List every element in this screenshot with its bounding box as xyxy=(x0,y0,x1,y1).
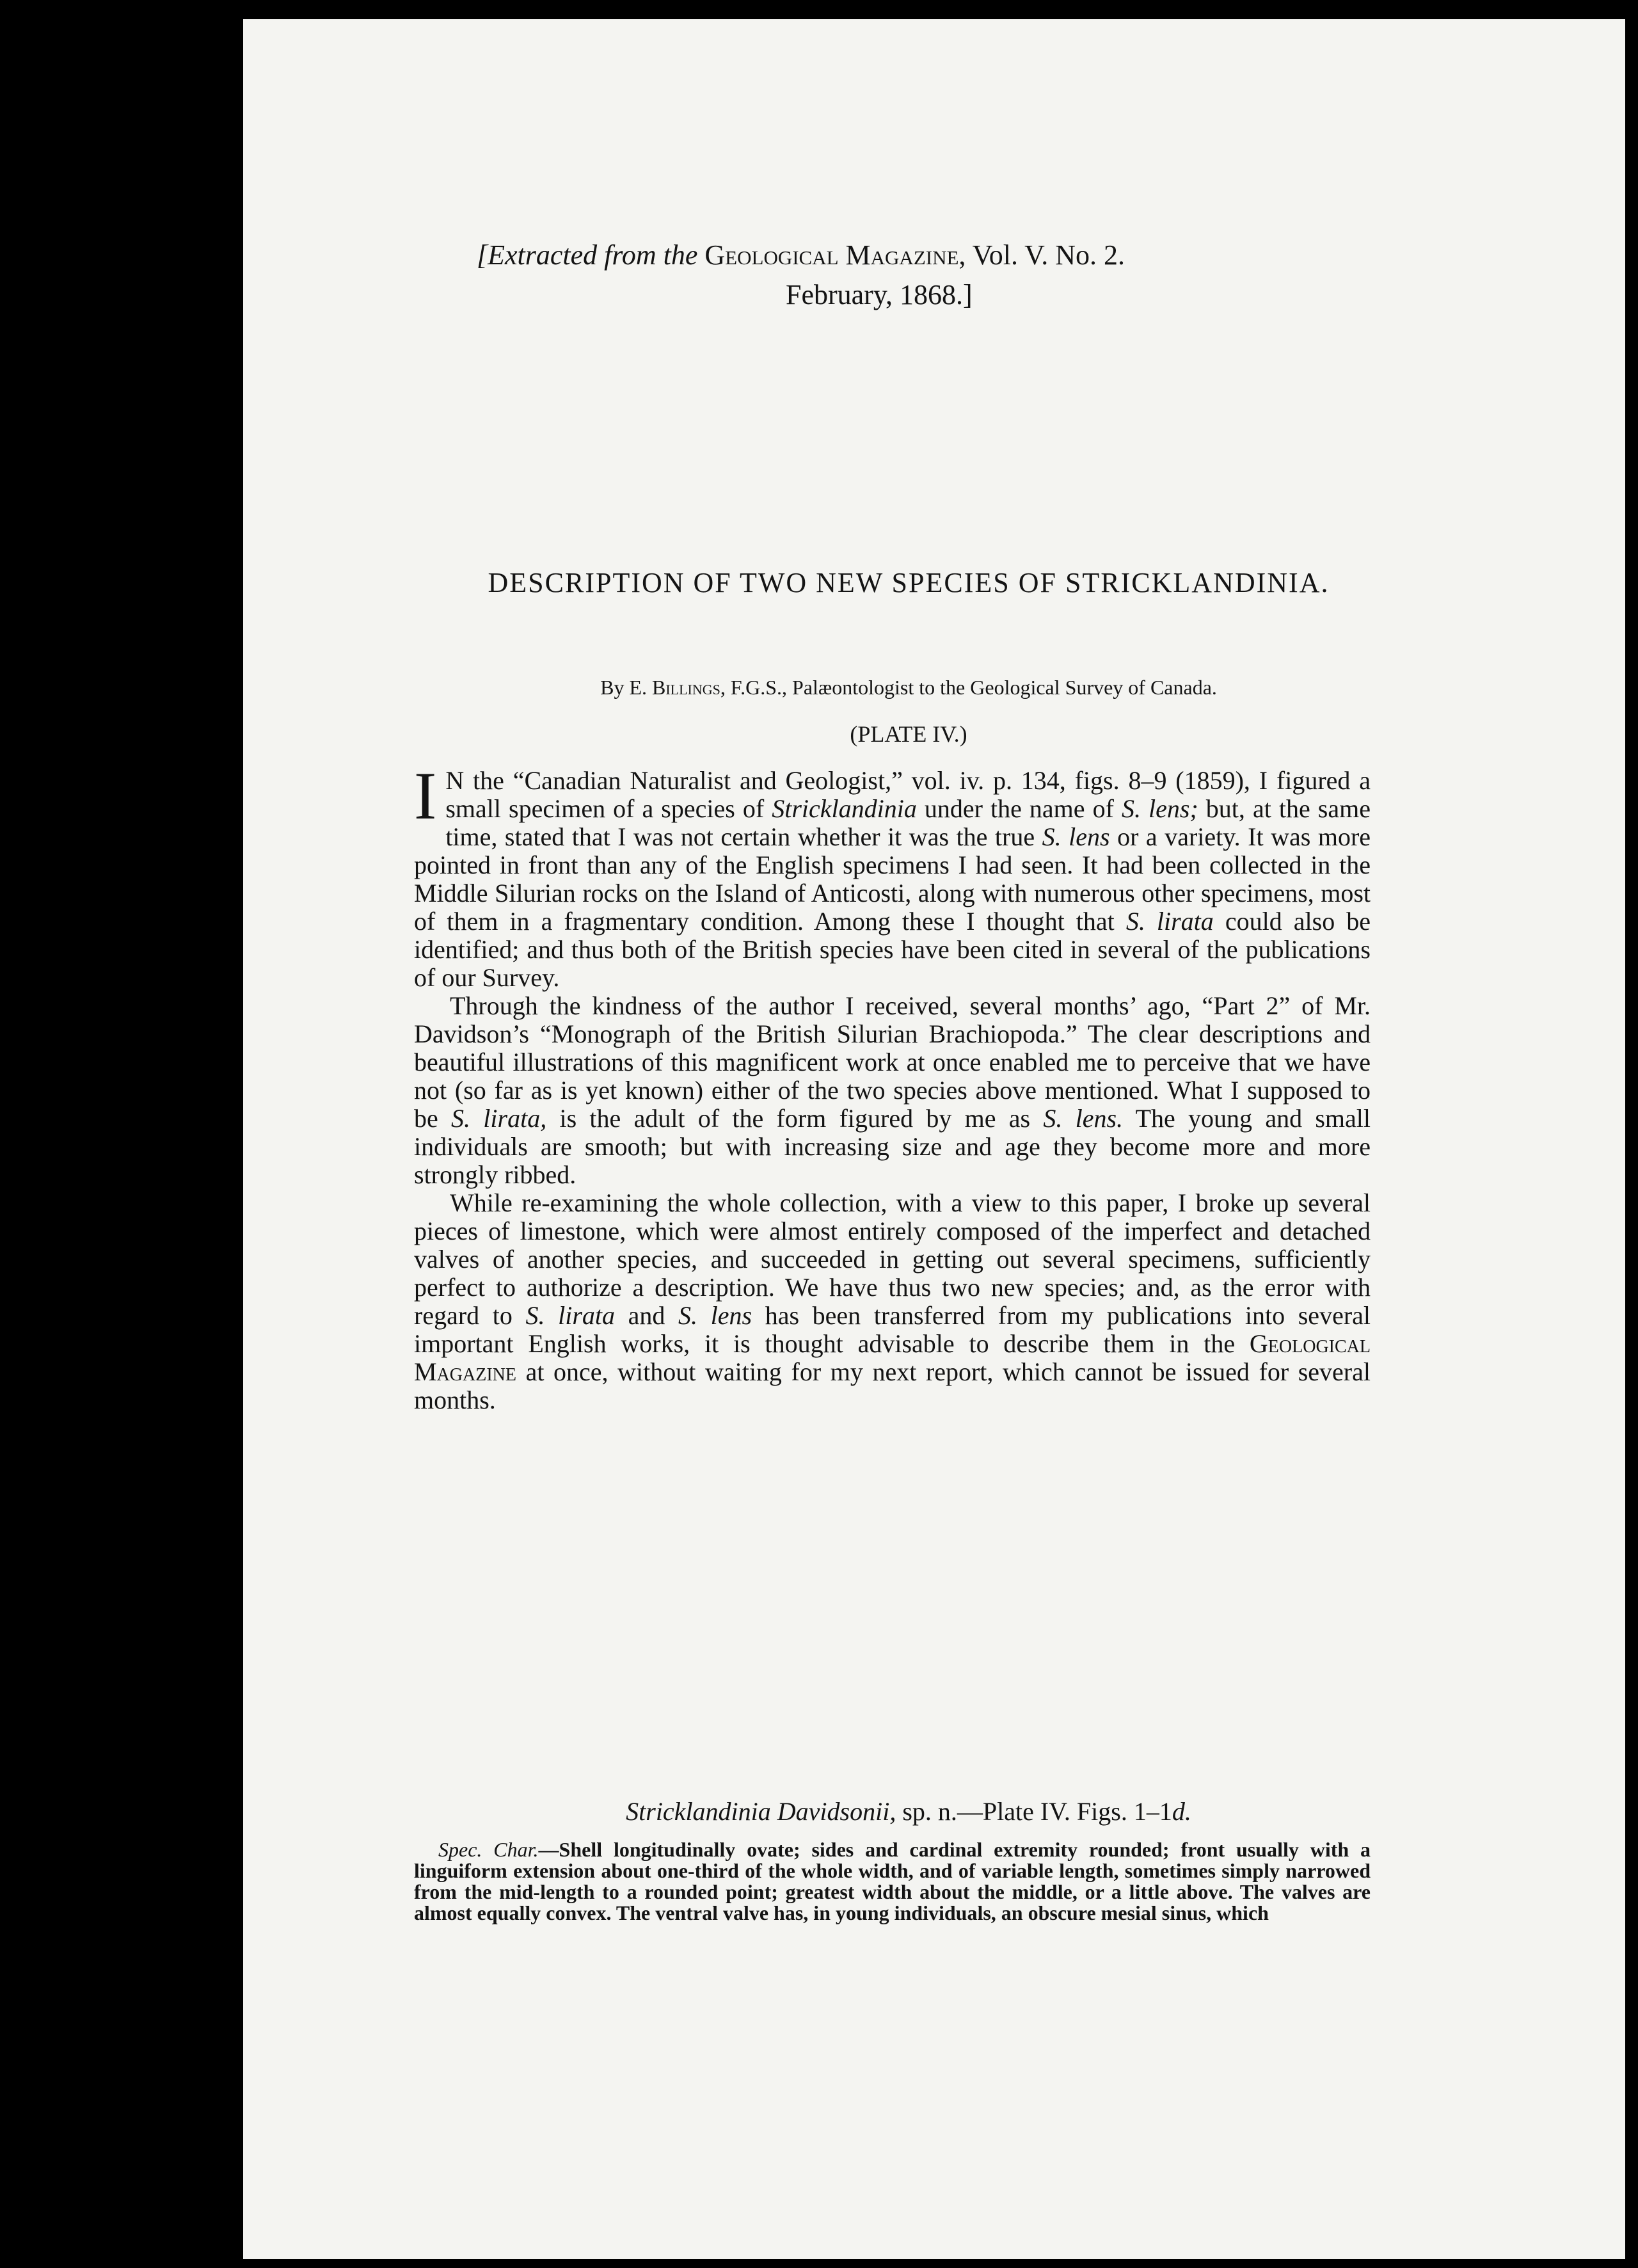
article-title: DESCRIPTION OF TWO NEW SPECIES OF STRICKLANDINIA. xyxy=(488,567,1330,598)
p1-italic-3: S. lens xyxy=(1042,822,1110,851)
p2-text-1: Through the kindness of the author I received, several months’ ago, “Part 2” of Mr. Davidson’s “Monograph of the British Silurian Brachiopoda.” The clear descriptions and beautiful illustrations of this magnificent work at once enabled me to perceive that we have not (so far as is yet known) either of the two species above mentioned. What I supposed to be xyxy=(414,991,1371,1133)
header-volume: , Vol. V. No. 2. xyxy=(958,239,1125,271)
p1-text-4: or a variety. It was more pointed in front than any of the English specimens I had seen. It had been collected in the Middle Silurian rocks on the Island of Anticosti, along with numerous other specimens, most of them in a fragmentary condition. Among these I thought that xyxy=(414,822,1371,936)
byline-rest: , F.G.S., Palæontologist to the Geological Survey of Canada. xyxy=(720,676,1217,699)
p3-text-1: While re-examining the whole collection, with a view to this paper, I broke up several pieces of limestone, which were almost entirely composed of the imperfect and detached valves of another species, and succeeded in getting out several specimens, sufficiently perfect to authorize a description. We have thus two new species; and, as the error with regard to xyxy=(414,1188,1371,1330)
byline xyxy=(410,673,1408,701)
p1-text-5: could also be identified; and thus both of the British species have been cited in several of the publications of our Survey. xyxy=(414,907,1371,992)
p1-text-2: under the name of xyxy=(916,794,1122,823)
p2-italic-2: S. lens. xyxy=(1043,1104,1124,1133)
p1-italic-4: S. lirata xyxy=(1125,907,1214,936)
p1-italic-1: Stricklandinia xyxy=(772,794,917,823)
byline-by: By E. xyxy=(600,676,652,699)
species-heading xyxy=(410,1795,1408,1828)
p2-text-2: is the adult of the form figured by me as xyxy=(546,1104,1044,1133)
p1-text-3: but, at the same time, stated that I was not certain whether it was the true xyxy=(445,794,1371,851)
p2-italic-1: S. lirata, xyxy=(451,1104,547,1133)
spec-char-text: —Shell longitudinally ovate; sides and cardinal extremity rounded; front usually with a linguiform extension about one-third of the whole width, and of variable length, sometimes simply narrowed from the mid-length to a rounded point; greatest width about the middle, or a little above. The valves are almost equally convex. The ventral valve has, in young individuals, an obscure mesial sinus, which xyxy=(414,1838,1371,1924)
extract-header xyxy=(477,236,1372,315)
p3-magazine: Geological Magazine xyxy=(414,1329,1371,1386)
p3-text-3: has been transferred from my publications into several important English works, it is thought advisable to describe them in the xyxy=(414,1301,1371,1358)
p2-text-3: The young and small individuals are smooth; but with increasing size and age they become more and more strongly ribbed. xyxy=(414,1104,1371,1189)
species-plate-suffix: d. xyxy=(1172,1797,1191,1826)
p3-text-4: at once, without waiting for my next report, which cannot be issued for several months. xyxy=(414,1357,1371,1414)
paragraph-3 xyxy=(414,1189,1371,1414)
header-date: February, 1868.] xyxy=(786,279,973,310)
spec-char-lead: Spec. Char. xyxy=(438,1838,539,1861)
paragraph-2 xyxy=(414,992,1371,1189)
header-magazine: Geological Magazine xyxy=(704,239,959,271)
species-plate-ref: sp. n.—Plate IV. Figs. 1–1 xyxy=(896,1797,1172,1826)
p3-italic-2: S. lens xyxy=(678,1301,752,1330)
header-extracted: [Extracted from the xyxy=(477,239,698,271)
article-body xyxy=(414,758,1371,1414)
drop-cap: I xyxy=(414,758,437,833)
p3-italic-1: S. lirata xyxy=(525,1301,616,1330)
species-name: Stricklandinia Davidsonii, xyxy=(626,1797,896,1826)
species-characters xyxy=(414,1839,1371,1924)
plate-reference: (PLATE IV.) xyxy=(850,721,967,747)
p1-text-1: N the “Canadian Naturalist and Geologist,” vol. iv. p. 134, figs. 8–9 (1859), I figured a small specimen of a species of xyxy=(445,766,1371,823)
p3-text-2: and xyxy=(615,1301,679,1330)
paragraph-1 xyxy=(414,758,1371,992)
p1-italic-2: S. lens; xyxy=(1121,794,1198,823)
byline-author: Billings xyxy=(651,676,720,699)
